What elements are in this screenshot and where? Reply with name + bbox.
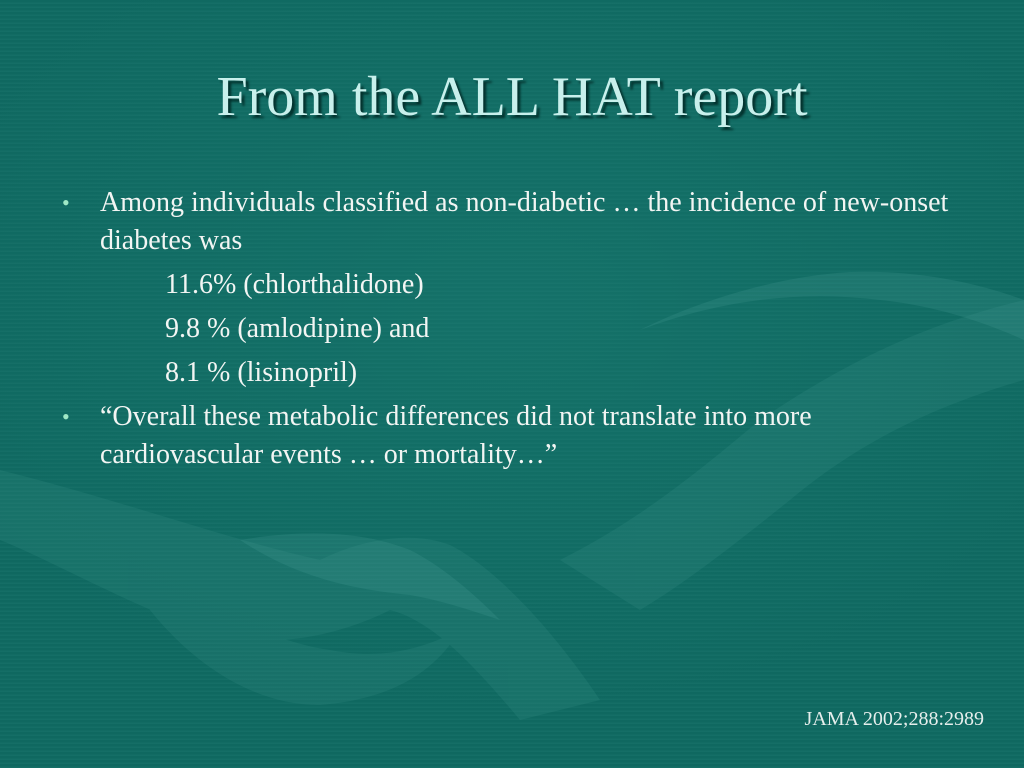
sub-line-lisinopril: 8.1 % (lisinopril) [165,357,358,388]
bullet-item-2 [58,398,958,474]
bullet-dot-icon: • [62,404,70,429]
sub-line-amlodipine: 9.8 % (amlodipine) and [165,313,430,344]
slide-title: From the ALL HAT report [216,66,808,128]
sub-line-chlorthalidone: 11.6% (chlorthalidone) [165,269,424,300]
bullet-dot-icon: • [62,190,70,215]
bullet-text: “Overall these metabolic differences did not translate into more cardiovascular events … or mortality…” [100,401,812,470]
bullet-text: Among individuals classified as non-diabetic … the incidence of new-onset diabetes was [100,187,949,256]
slide-body [58,184,958,474]
bullet-item-1 [58,184,958,260]
citation: JAMA 2002;288:2989 [804,708,984,730]
